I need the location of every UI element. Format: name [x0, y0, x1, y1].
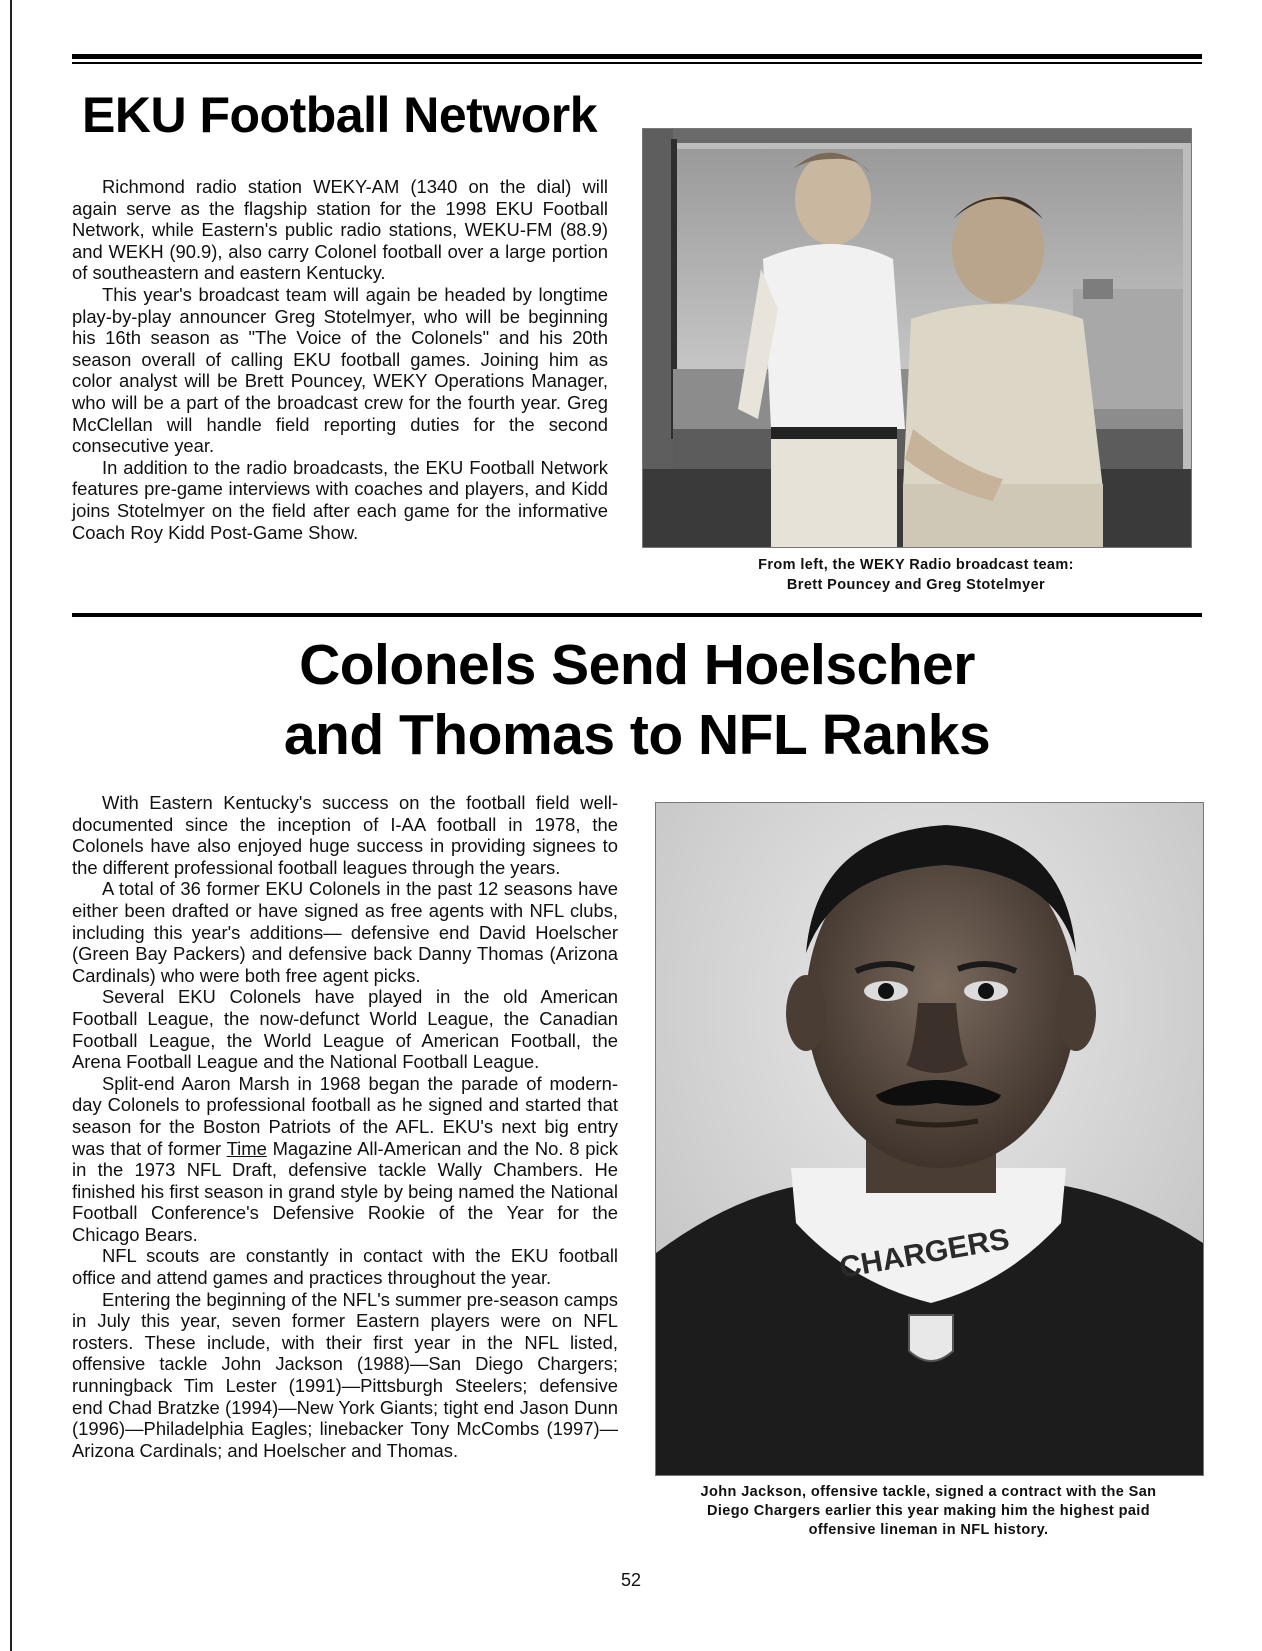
section2-paragraph: Several EKU Colonels have played in the old American Football League, the now-defunct World League, the Canadian Football League, the World League of American Football, the Arena Football League and the National Football League. [72, 986, 618, 1073]
section2-caption-line: offensive lineman in NFL history. [808, 1522, 1049, 1538]
top-rule-thin [72, 62, 1202, 64]
broadcast-team-photo [642, 128, 1192, 548]
section2-caption [655, 1483, 1202, 1540]
section2-heading-line: and Thomas to NFL Ranks [283, 703, 991, 767]
john-jackson-photo-illustration [656, 803, 1203, 1475]
nfl-shield-icon [909, 1315, 953, 1361]
time-magazine-title: Time [226, 1137, 267, 1159]
section2-paragraph [72, 1073, 618, 1246]
page-left-edge [10, 0, 12, 1651]
broadcast-team-photo-illustration [643, 129, 1191, 547]
section1-heading: EKU Football Network [82, 87, 598, 143]
section1-paragraph: Richmond radio station WEKY-AM (1340 on the dial) will again serve as the flagship station for the 1998 EKU Football Network, while Eastern's public radio stations, WEKU-FM (88.9) and WEKH (90.9), also carry Colonel football over a large portion of southeastern and eastern Kentucky. [72, 176, 608, 284]
section1-caption-line: From left, the WEKY Radio broadcast team: [758, 557, 1074, 573]
jersey-lettering: CHARGERS [836, 1222, 1012, 1285]
section1-paragraph: In addition to the radio broadcasts, the EKU Football Network features pre-game interviews with coaches and players, and Kidd joins Stotelmyer on the field after each game for the informative Coach Roy Kidd Post-Game Show. [72, 456, 608, 543]
p4-text-end: Magazine All-American and the No. 8 pick in the 1973 NFL Draft, defensive tackle Wally Chambers. He finished his first season in grand style by being named the National Football Conference's Defensive Rookie of the Year for the Chicago Bears. [72, 1137, 618, 1245]
section1-paragraph: This year's broadcast team will again be headed by longtime play-by-play announcer Greg Stotelmyer, who will be beginning his 16th season as "The Voice of the Colonels" and his 20th season overall of calling EKU football games. Joining him as color analyst will be Brett Pouncey, WEKY Operations Manager, who will be a part of the broadcast crew for the fourth year. Greg McClellan will handle field reporting duties for the second consecutive year. [72, 283, 608, 457]
section1-caption-line: Brett Pouncey and Greg Stotelmyer [786, 577, 1046, 593]
section2-heading-line: Colonels Send Hoelscher [299, 633, 975, 697]
section2-paragraph: Entering the beginning of the NFL's summer pre-season camps in July this year, seven former Eastern players were on NFL rosters. These include, with their first year in the NFL listed, offensive tackle John Jackson (1988)—San Diego Chargers; runningback Tim Lester (1991)—Pittsburgh Steelers; defensive end Chad Bratzke (1994)—New York Giants; tight end Jason Dunn (1996)—Philadelphia Eagles; linebacker Tony McCombs (1997)—Arizona Cardinals; and Hoelscher and Thomas. [72, 1288, 618, 1461]
john-jackson-photo [655, 802, 1204, 1476]
page-number: 52 [620, 1570, 642, 1590]
section2-heading [72, 630, 1202, 770]
middle-rule [72, 613, 1202, 617]
section2-paragraph: With Eastern Kentucky's success on the football field well-documented since the inception of I-AA football in 1978, the Colonels have also enjoyed huge success in providing signees to the different professional football leagues through the years. [72, 792, 618, 878]
section2-caption-line: Diego Chargers earlier this year making him the highest paid [706, 1503, 1150, 1519]
p4-text-start: Split-end Aaron Marsh in 1968 began the parade of modern-day Colonels to professional football as he signed and started that season for the Boston Patriots of the AFL. EKU's next big entry was that of former [72, 1072, 618, 1159]
section2-paragraph: NFL scouts are constantly in contact with the EKU football office and attend games and practices throughout the year. [72, 1245, 618, 1289]
section2-paragraph: A total of 36 former EKU Colonels in the past 12 seasons have either been drafted or have signed as free agents with NFL clubs, including this year's additions— defensive end David Hoelscher (Green Bay Packers) and defensive back Danny Thomas (Arizona Cardinals) who were both free agent picks. [72, 878, 618, 986]
top-rule-thick [72, 54, 1202, 59]
section2-caption-line: John Jackson, offensive tackle, signed a contract with the San [700, 1484, 1157, 1500]
section2-body [72, 792, 618, 1461]
section1-caption [642, 555, 1190, 595]
section1-body [72, 176, 608, 543]
